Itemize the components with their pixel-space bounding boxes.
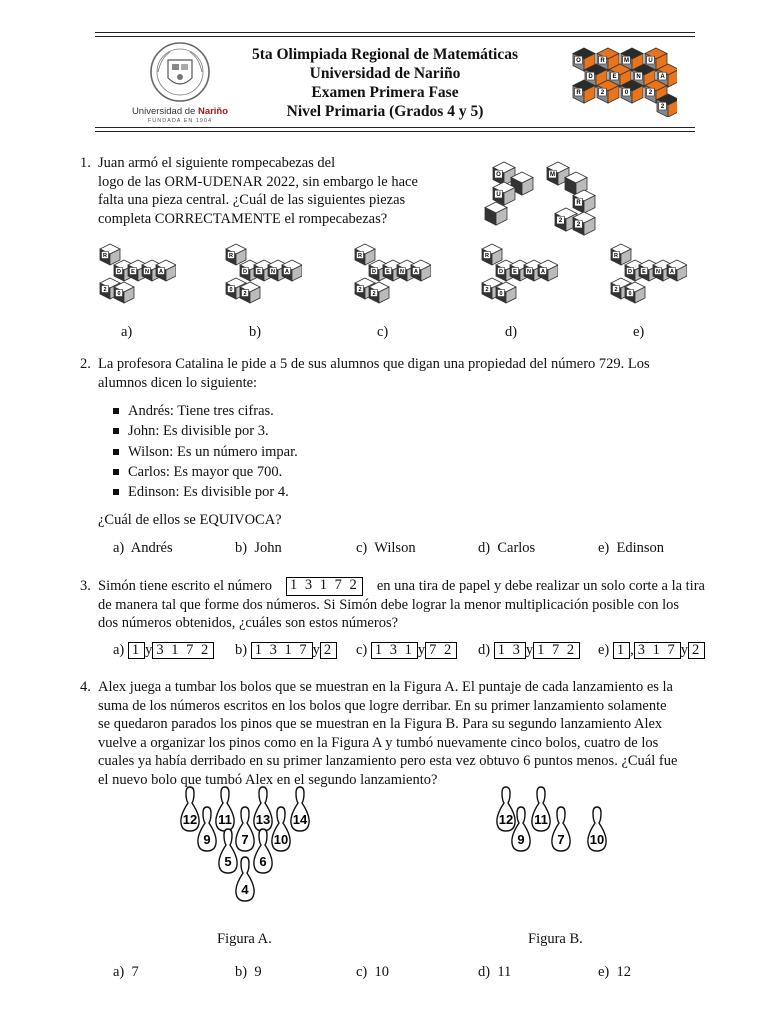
header-rule-bottom-2: [95, 131, 695, 132]
q1-piece-a[interactable]: [86, 238, 176, 318]
q4-line-1: Alex juega a tumbar los bolos que se muestran en la Figura A. El puntaje de cada lanzamiento es la: [98, 679, 673, 695]
q1-line-1: Juan armó el siguiente rompecabezas del: [98, 155, 336, 171]
list-item: Carlos: Es mayor que 700.: [113, 462, 298, 482]
puzzle-cube: [485, 202, 507, 225]
cube-letter: 0: [628, 290, 632, 297]
cube-letter: N: [400, 268, 404, 275]
q2-option-c[interactable]: c) Wilson: [356, 540, 416, 556]
q2-text: [98, 355, 705, 392]
cube-letter: N: [656, 268, 660, 275]
bowling-pin: [236, 857, 254, 901]
cube-letter: N: [145, 268, 149, 275]
logo-university-name: Universidad de Nariño: [131, 106, 229, 117]
q1-line-4: completa CORRECTAMENTE el rompecabezas?: [98, 210, 388, 227]
cube-letter: O: [496, 172, 501, 179]
cube-letter: N: [271, 268, 275, 275]
q2-option-a[interactable]: a) Andrés: [113, 540, 173, 556]
bowling-pin: [254, 829, 272, 873]
q1-option-b-label[interactable]: b): [249, 324, 262, 340]
orm-udenar-logo: [572, 42, 677, 117]
pin-number: 4: [241, 882, 249, 897]
q3-text: [98, 577, 705, 633]
cube-letter: U: [496, 192, 501, 199]
cube-letter: 0: [624, 90, 629, 97]
cube-letter: E: [131, 268, 135, 275]
cube-letter: E: [642, 268, 646, 275]
q2-line-1: La profesora Catalina le pide a 5 de sus alumnos que digan una propiedad del número 729. Los: [98, 356, 650, 372]
piece-cube-a: [282, 260, 302, 281]
cube-letter: D: [243, 268, 247, 275]
cube-letter: A: [670, 268, 674, 275]
cube-letter: 2: [614, 286, 618, 293]
piece-cube-r: [226, 244, 246, 265]
level-title: Nivel Primaria (Grados 4 y 5): [286, 103, 484, 120]
cube-letter: A: [159, 268, 163, 275]
figure-a-label: Figura A.: [217, 931, 272, 947]
q2-number: 2.: [80, 356, 91, 372]
piece-cube-digit-2: [114, 282, 134, 303]
pin-number: 14: [292, 812, 308, 827]
header-titles: [235, 45, 535, 121]
cube-letter: 2: [485, 286, 489, 293]
pin-number: 11: [534, 812, 548, 827]
bowling-pin: [588, 807, 606, 851]
piece-cube-a: [156, 260, 176, 281]
cube-letter: D: [628, 268, 632, 275]
q4-option-b[interactable]: b) 9: [235, 964, 262, 980]
list-item: Andrés: Tiene tres cifras.: [113, 401, 298, 421]
puzzle-cube-2b: [573, 212, 595, 235]
piece-cube-digit-2: [625, 282, 645, 303]
list-item: Wilson: Es un número impar.: [113, 442, 298, 462]
q2-line-2: alumnos dicen lo siguiente:: [98, 374, 258, 391]
piece-cube-r: [482, 244, 502, 265]
bowling-pin: [291, 787, 309, 831]
cube-letter: R: [485, 252, 489, 259]
q1-option-e-label[interactable]: e): [633, 324, 645, 340]
piece-cube-r: [355, 244, 375, 265]
cube-letter: R: [576, 90, 581, 97]
bowling-pin: [272, 807, 290, 851]
cube-letter: 2: [558, 218, 563, 225]
q4-line-4: vuelve a organizar los pinos como en la Figura A y tumbó nuevamente cinco bolos, cuatro de los: [98, 734, 659, 751]
bowling-pin: [254, 787, 272, 831]
q4-line-6: el nuevo bolo que tumbó Alex en el segundo lanzamiento?: [98, 771, 438, 788]
bowling-pin: [236, 807, 254, 851]
q3-line-3: dos números obtenidos, ¿cuáles son estos números?: [98, 615, 399, 631]
pin-number: 13: [255, 812, 271, 827]
cube-letter: D: [372, 268, 376, 275]
cube-letter: A: [285, 268, 289, 275]
q4-option-e[interactable]: e) 12: [598, 964, 632, 980]
bowling-pin: [198, 807, 216, 851]
q4-line-2: suma de los números escritos en los bolos que logre derribar. En su primer lanzamiento solamente: [98, 697, 667, 714]
cube-letter: 2: [243, 290, 247, 297]
figure-b-label: Figura B.: [528, 931, 583, 947]
piece-cube-r: [100, 244, 120, 265]
pin-number: 11: [218, 812, 232, 827]
q3-number-strip: 1 3 1 7 2: [286, 577, 363, 596]
q3-option-a[interactable]: a) 1 y 3 1 7 2: [113, 642, 214, 659]
pin-number: 12: [498, 812, 514, 827]
pin-number: 7: [557, 832, 565, 847]
figure-a-bowling-pins: [170, 785, 320, 930]
piece-cube-r: [611, 244, 631, 265]
piece-cube-a: [411, 260, 431, 281]
pin-number: 9: [203, 832, 211, 847]
piece-cube-digit-2: [240, 282, 260, 303]
cube-letter: 2: [372, 290, 376, 297]
q4-line-3: se quedaron parados los pinos que se muestran en la Figura B. Para su segundo lanzamiento Alex: [98, 716, 663, 732]
header-rule-top: [95, 32, 695, 33]
cube-letter: 0: [229, 286, 233, 293]
q1-line-3: falta una pieza central. ¿Cuál de las siguientes piezas: [98, 192, 406, 208]
q2-bullet-list: [113, 401, 298, 502]
cube-letter: 0: [117, 290, 121, 297]
cube-letter: D: [117, 268, 121, 275]
cube-letter: N: [527, 268, 531, 275]
q4-option-d[interactable]: d) 11: [478, 964, 512, 980]
cube-letter: 2: [103, 286, 107, 293]
bowling-pin: [532, 787, 550, 831]
q4-option-a[interactable]: a) 7: [113, 964, 139, 980]
puzzle-cube-r: [573, 190, 595, 213]
cube-letter: R: [229, 252, 233, 259]
cube-letter: A: [660, 74, 665, 81]
q1-piece-e[interactable]: [597, 238, 687, 318]
q3-line-1: Simón tiene escrito el número 1 3 1 7 2 en una tira de papel y debe realizar un solo corte a la tira: [98, 577, 705, 594]
cube-letter: 2: [358, 286, 362, 293]
q3-option-b[interactable]: b) 1 3 1 7 y 2: [235, 642, 337, 659]
piece-cube-a: [667, 260, 687, 281]
figure-b-bowling-pins: [490, 785, 620, 870]
q1-number: 1.: [80, 155, 91, 171]
cube-letter: M: [549, 172, 556, 179]
orm-logo-cube: [573, 80, 595, 103]
q3-number: 3.: [80, 578, 91, 594]
cube-letter: E: [513, 268, 517, 275]
q2-question: ¿Cuál de ellos se EQUIVOCA?: [98, 512, 282, 528]
cube-letter: R: [103, 252, 107, 259]
bowling-pin: [497, 787, 515, 831]
q3-option-c[interactable]: c) 1 3 1 y 7 2: [356, 642, 457, 659]
q1-piece-b[interactable]: [212, 238, 302, 318]
cube-letter: A: [541, 268, 545, 275]
q1-piece-d[interactable]: [468, 238, 558, 318]
piece-cube-digit-2: [496, 282, 516, 303]
q2-option-d[interactable]: d) Carlos: [478, 540, 536, 556]
list-item: Edinson: Es divisible por 4.: [113, 482, 298, 502]
pin-number: 5: [224, 854, 232, 869]
cube-letter: O: [576, 58, 581, 65]
cube-letter: 2: [600, 90, 605, 97]
pin-number: 12: [182, 812, 198, 827]
pin-number: 6: [259, 854, 267, 869]
q4-text: [98, 678, 705, 789]
orm-logo-cube: [597, 80, 619, 103]
header-rule-bottom: [95, 127, 695, 128]
q1-option-a-label[interactable]: a): [121, 324, 133, 340]
q4-option-c[interactable]: c) 10: [356, 964, 390, 980]
cube-letter: A: [414, 268, 418, 275]
university-title: Universidad de Nariño: [309, 65, 461, 82]
cube-letter: E: [612, 74, 617, 81]
q1-option-d-label[interactable]: d): [505, 324, 518, 340]
cube-letter: U: [648, 58, 653, 65]
cube-letter: M: [623, 58, 630, 65]
pin-number: 7: [241, 832, 249, 847]
cube-letter: 2: [576, 222, 581, 229]
q4-number: 4.: [80, 679, 91, 695]
cube-letter: 0: [499, 290, 503, 297]
cube-letter: R: [614, 252, 618, 259]
q1-option-c-label[interactable]: c): [377, 324, 389, 340]
orm-logo-cube: [621, 80, 643, 103]
cube-letter: E: [257, 268, 261, 275]
cube-letter: R: [358, 252, 362, 259]
cube-letter: 2: [660, 104, 665, 111]
q4-line-5: cuales ya había derribado en su primer lanzamiento pero esta vez obtuvo 6 puntos menos. ¿Cuál fue: [98, 753, 678, 769]
logo-founded-text: FUNDADA EN 1904: [147, 118, 213, 124]
cube-letter: D: [499, 268, 503, 275]
exam-title: Examen Primera Fase: [311, 84, 459, 101]
pin-number: 9: [517, 832, 525, 847]
cube-letter: E: [386, 268, 390, 275]
puzzle-cube-u: [493, 182, 515, 205]
bowling-pin: [181, 787, 199, 831]
bowling-pin: [216, 787, 234, 831]
q1-piece-c[interactable]: [341, 238, 431, 318]
q2-option-e[interactable]: e) Edinson: [598, 540, 665, 556]
pin-number: 10: [273, 832, 289, 847]
q1-line-2: logo de las ORM-UDENAR 2022, sin embargo le hace: [98, 173, 418, 190]
cube-letter: R: [576, 200, 581, 207]
q3-option-d[interactable]: d) 1 3 y 1 7 2: [478, 642, 580, 659]
list-item: John: Es divisible por 3.: [113, 421, 298, 441]
cube-letter: R: [600, 58, 605, 65]
header-rule-top-2: [95, 36, 695, 37]
bowling-pin: [219, 829, 237, 873]
q1-text: [98, 154, 418, 228]
olympiad-title: 5ta Olimpiada Regional de Matemáticas: [251, 46, 519, 63]
q1-puzzle-image: [478, 152, 606, 242]
bowling-pin: [512, 807, 530, 851]
pin-number: 10: [589, 832, 605, 847]
cube-letter: N: [636, 74, 641, 81]
q2-option-b[interactable]: b) John: [235, 540, 282, 556]
cube-letter: 2: [648, 90, 653, 97]
q3-line-2: de manera tal que forme dos números. Si Simón debe lograr la menor multiplicación posible con los: [98, 596, 680, 613]
piece-cube-digit-2: [369, 282, 389, 303]
q3-option-e[interactable]: e) 1 , 3 1 7 y 2: [598, 642, 705, 659]
cube-letter: D: [588, 74, 593, 81]
bowling-pin: [552, 807, 570, 851]
piece-cube-a: [538, 260, 558, 281]
